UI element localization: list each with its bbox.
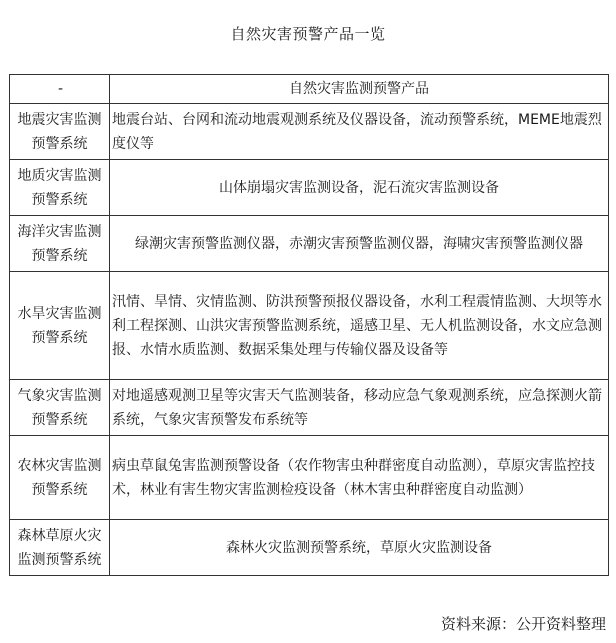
row-products: 汛情、旱情、灾情监测、防洪预警预报仪器设备，水利工程震情监测、大坝等水利工程探测、山洪灾害预警监测系统，遥感卫星、无人机监测设备，水文应急测报、水情水质监测、数据采集处理与传输仪器及设备等 (110, 272, 609, 380)
table-row (10, 272, 609, 380)
header-category: - (10, 75, 110, 104)
row-products: 病虫草鼠兔害监测预警设备（农作物害虫种群密度自动监测），草原灾害监控技术，林业有害生物灾害监测检疫设备（林木害虫种群密度自动监测） (110, 436, 609, 520)
page-title: 自然灾害预警产品一览 (230, 25, 386, 43)
table-row (10, 160, 609, 216)
row-category: 海洋灾害监测预警系统 (10, 216, 110, 272)
row-category: 农林灾害监测预警系统 (10, 436, 110, 520)
source-note: 资料来源：公开资料整理 (440, 615, 606, 633)
table-row (10, 436, 609, 520)
row-products: 森林火灾监测预警系统，草原火灾监测设备 (110, 520, 609, 576)
row-category: 森林草原火灾监测预警系统 (10, 520, 110, 576)
header-products: 自然灾害监测预警产品 (110, 75, 609, 104)
row-category: 水旱灾害监测预警系统 (10, 272, 110, 380)
row-products: 绿潮灾害预警监测仪器，赤潮灾害预警监测仪器，海啸灾害预警监测仪器 (110, 216, 609, 272)
row-products: 山体崩塌灾害监测设备，泥石流灾害监测设备 (110, 160, 609, 216)
row-products: 地震台站、台网和流动地震观测系统及仪器设备，流动预警系统，MEME地震烈度仪等 (110, 104, 609, 160)
table-row (10, 104, 609, 160)
row-products: 对地遥感观测卫星等灾害天气监测装备，移动应急气象观测系统，应急探测火箭系统，气象灾害预警发布系统等 (110, 380, 609, 436)
table-row (10, 380, 609, 436)
row-category: 地质灾害监测预警系统 (10, 160, 110, 216)
table-header-row (10, 75, 609, 104)
table-row (10, 216, 609, 272)
products-table (9, 74, 609, 576)
row-category: 气象灾害监测预警系统 (10, 380, 110, 436)
row-category: 地震灾害监测预警系统 (10, 104, 110, 160)
table-row (10, 520, 609, 576)
